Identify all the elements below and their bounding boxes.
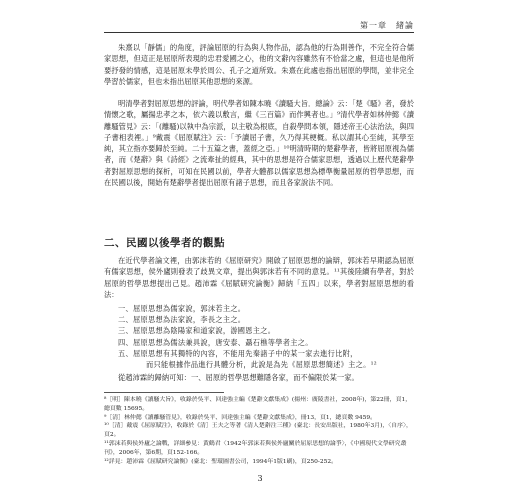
body-paragraph-2 <box>104 98 414 188</box>
body-paragraph-4 <box>104 372 414 383</box>
section-title: 二、民國以後學者的觀點 <box>104 237 225 249</box>
section-heading <box>104 236 414 250</box>
list-item: 三、屈原思想為陰陽家和道家說，游國恩主之。 <box>118 326 276 336</box>
list-item-continuation: 而只能根據作品進行具體分析，此說是為先《屈原思想簡述》主之。¹² <box>146 360 377 370</box>
footnote-divider <box>104 392 224 393</box>
list-item: 一、屈原思想為儒家說，郭沫若主之。 <box>118 304 246 313</box>
footnote: ¹⁰［清］戴震《屈原賦注》，收錄於《清］王夫之等著《清人楚辭注三種》(臺北：長安出版社，1980年3月)，〈自序〉，頁2。 <box>104 423 412 439</box>
paragraph-text: 朱熹以「靜儒」的角度，評論屈原的行為與人物作品，認為他的行為則善作，不完全符合儒家思想，但這正是屈原所表現的忠君愛國之心，他的文辭內容雖然有不恰當之處，但這也是他所要抒發的情感，這是屈原未學於周公、孔子之道所致。朱熹在此處也指出屈原的學問，並非完全學習於儒家，但也未指出屈原其他思想的來源。 <box>104 43 414 86</box>
list-item: 四、屈原思想為儒法兼具說，唐安泰、聶石樵等學者主之。 <box>118 337 313 347</box>
footnote: ¹²詳見：趙沛霖《屈賦研究論衡》(臺北：聖環圖書公司，1994年1版1刷)，頁250-252。 <box>104 458 338 465</box>
body-paragraph-1 <box>104 42 414 87</box>
paragraph-text: 在近代學者論文裡，由郭沫若的《屈原研究》開啟了屈原思想的論辯，郭沫若早期認為屈原有儒家思想，侯外廬則發表了歧異文章，提出與郭沫若有不同的意見。¹¹其後陸續有學者，對於屈原的哲學思想提出己見。趙沛霖《屈賦研究論衡》歸納「五四」以來，學者對屈原思想的看法： <box>104 256 414 299</box>
list-item: 五、屈原思想有其獨特的內容，不能用先秦諸子中的某一家去進行比附， <box>118 348 358 358</box>
footnote: ⁸［明］陳本曉《讀騷大旨》，收錄於吳平、回達強主編《楚辭文獻集成》(揚州：廣陵書社，2008年)，第22冊，頁1，總頁數 15695。 <box>104 397 412 412</box>
paragraph-text: 明清學者對屈原思想的評論，明代學者如陳本曉《讀騷大旨．總論》云：「楚《騷》者，發於情懷之歌，屬揚忠孝之本，依六義以敷言，繼《三百篇》而作興者也。」⁹清代學者如林仲懿《讀離騷管見》云：「(離騷)以執中為宗派，以主敬為根底，自殺學問本領，隱述帝王心法治法，與四子書相表裡。」⁹戴震《屈原賦注》云：「予讀屈子書，久乃得其梗概。私以謂其心至純，其學至純，其立指亦要歸於至純。二十五篇之書，蓋經之亞。」¹⁰明清時期的楚辭學者，皆將屈原視為儒者，而《楚辭》與《詩經》之流牽扯的經典，其中的思想是符合儒家思想，透過以上歷代楚辭學者對屈原思想的探析，可知在民國以前，學者大體都以儒家思想為標準衡量屈原的哲學思想，而在民國以後，開始有楚辭學者提出屈原有諸子思想，而且各家說法不同。 <box>104 99 414 188</box>
viewpoint-list <box>118 303 410 370</box>
list-item: 二、屈原思想為法家說，李長之主之。 <box>118 315 246 325</box>
chapter-header-text: 第一章 緒論 <box>360 21 414 30</box>
body-paragraph-3 <box>104 255 414 300</box>
footnote: ¹¹郭沫若與侯外廬之論戰，詳細參見：黃鶴君〈1942年郭沫若與侯外廬關於屈原思想的論爭〉，《中國現代文學研究叢刊》，2006年，第6期，頁152-166。 <box>104 440 407 456</box>
footnote: ⁹［清］林仲懿《讀離騷管見》，收錄於吳平、回達強主編《楚辭文獻集成》，冊13，頁1，總頁數 9459。 <box>104 414 376 421</box>
page-number: 3 <box>257 474 263 483</box>
footnotes <box>104 396 414 466</box>
running-header <box>104 20 414 34</box>
paragraph-text: 從趙沛霖的歸納可知：一、屈原的哲學思想難隱各家，而不偏限於某一家。 <box>118 373 359 382</box>
header-rule <box>104 32 414 33</box>
